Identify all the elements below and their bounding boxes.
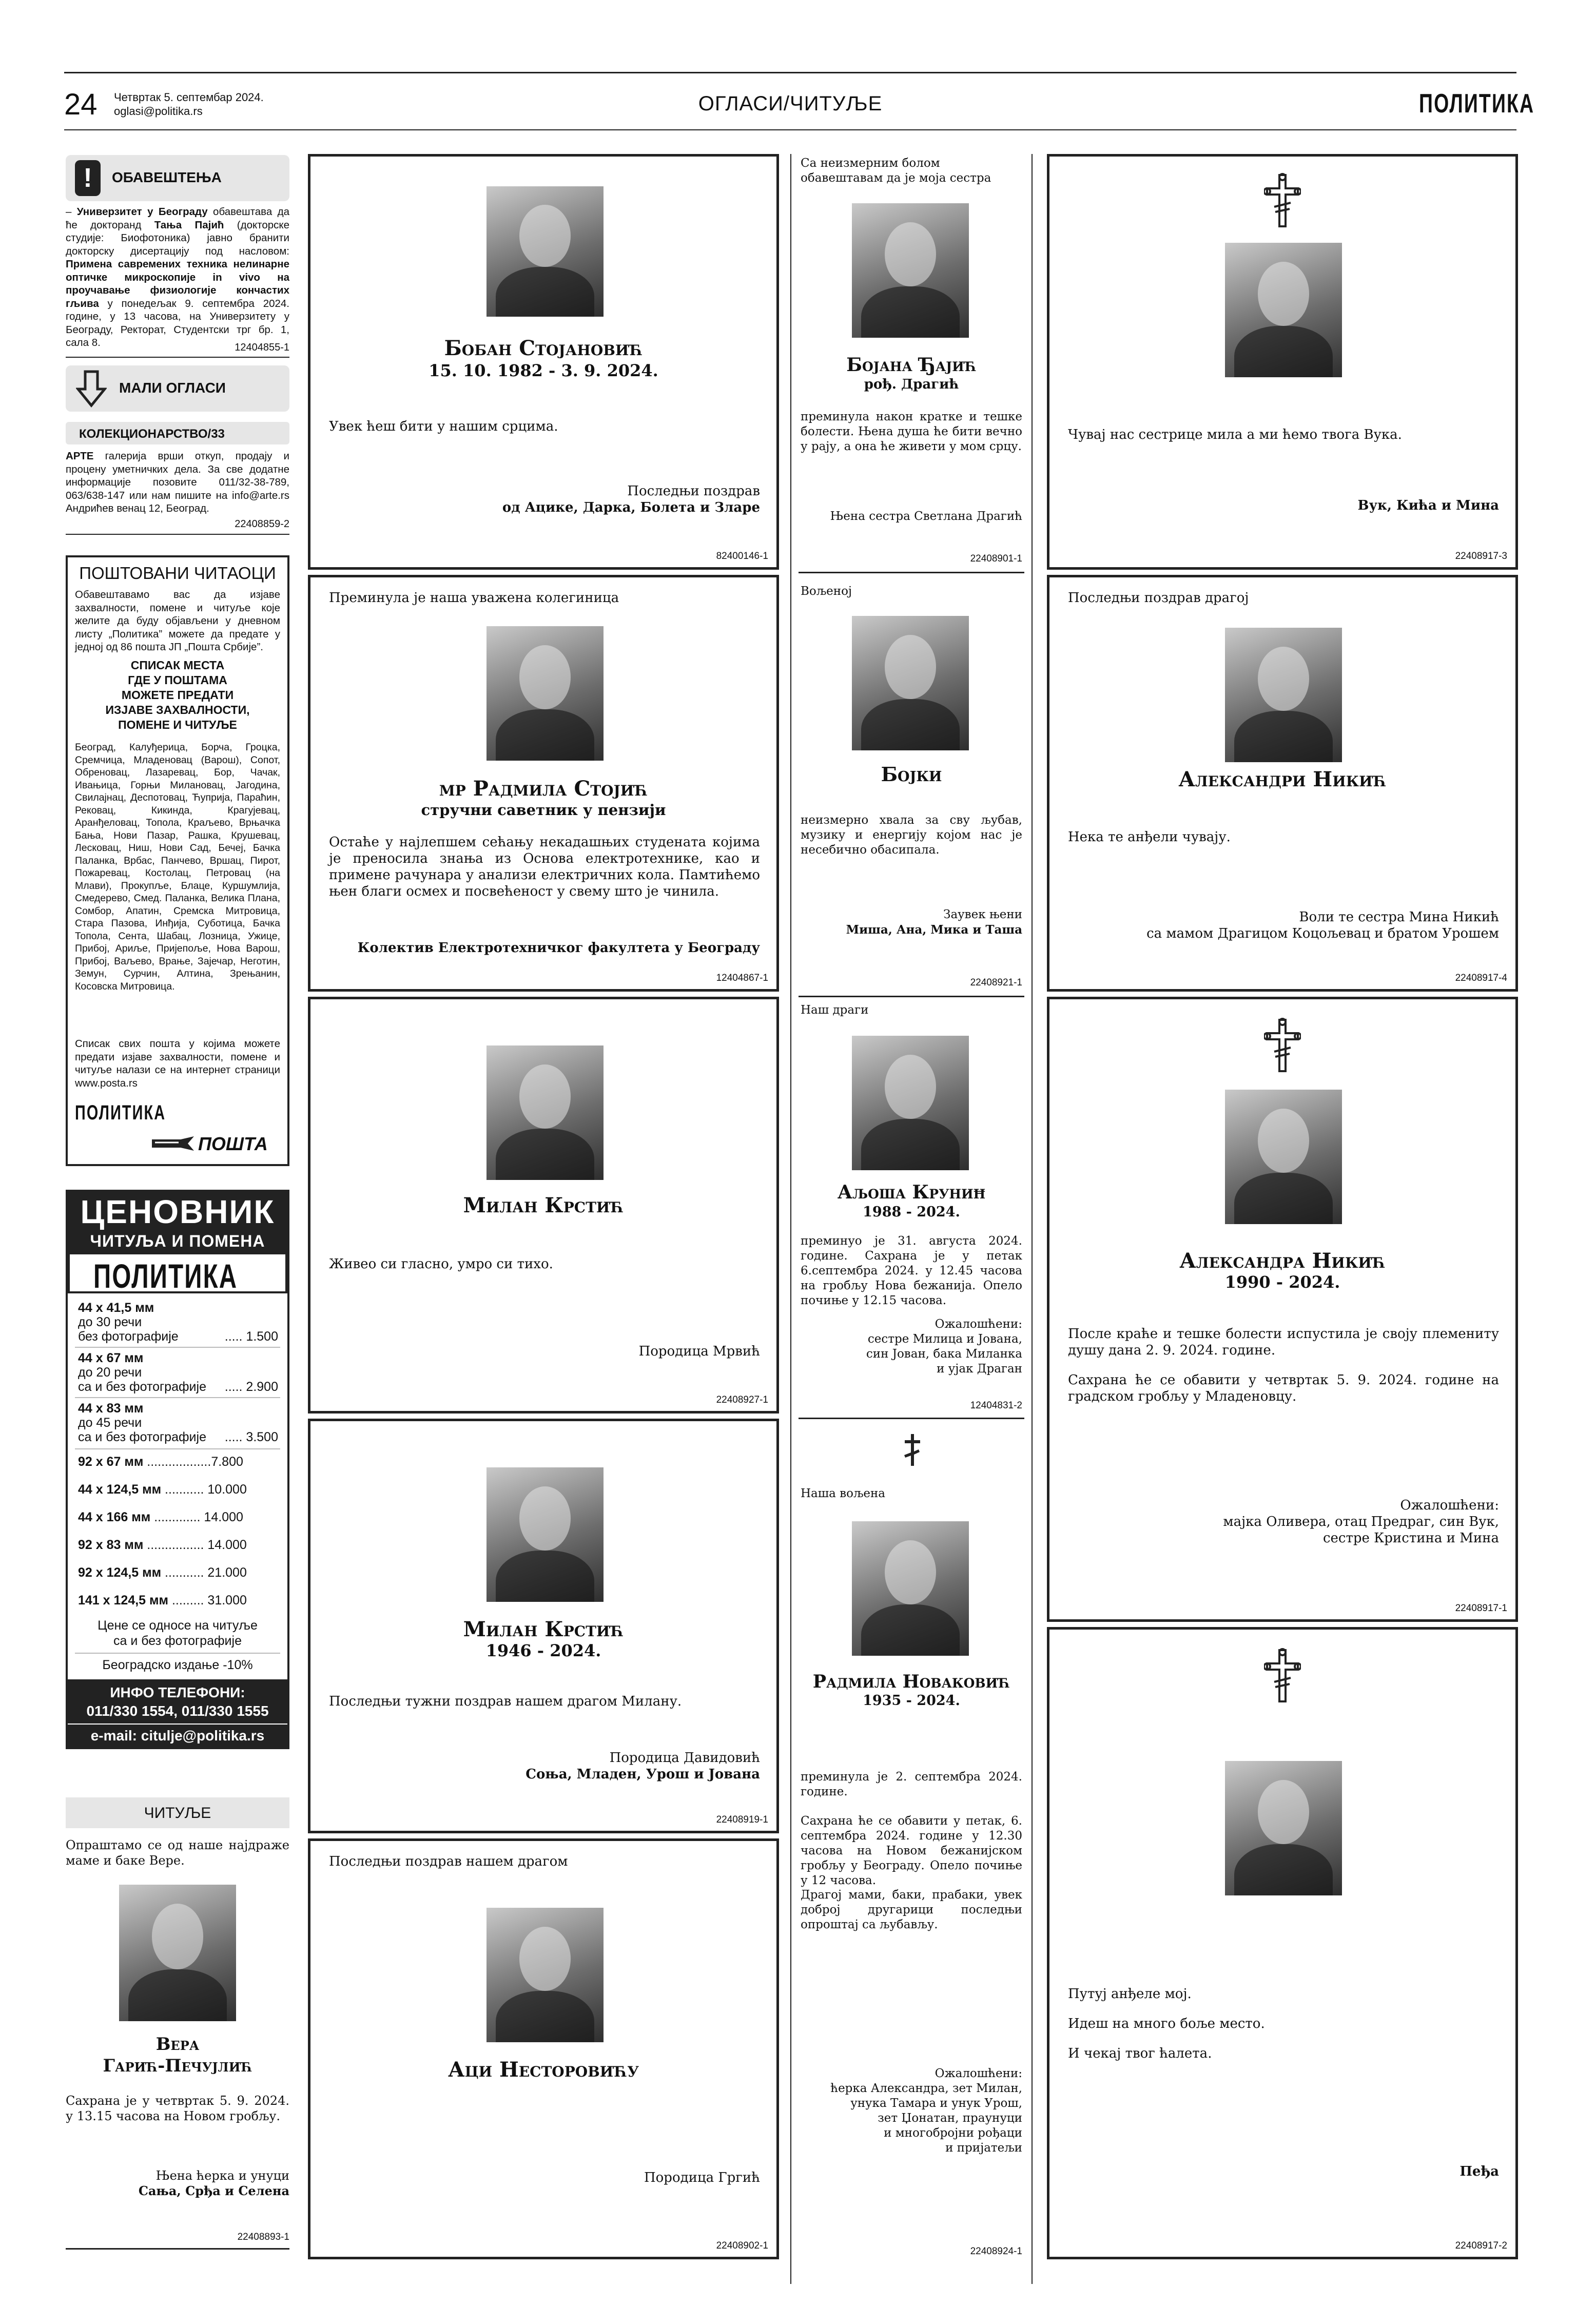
obituary-card xyxy=(308,154,779,570)
life-dates: 1946 - 2024. xyxy=(485,1641,601,1660)
divider xyxy=(66,534,289,535)
ad-code: 82400146-1 xyxy=(716,551,768,561)
cross-icon xyxy=(1264,1648,1301,1703)
life-dates: 1935 - 2024. xyxy=(863,1693,960,1709)
portrait-photo xyxy=(852,203,969,338)
ad-code: 22408901-1 xyxy=(970,553,1022,564)
vera-photo xyxy=(119,1885,236,2021)
post-logo: ПОШТА xyxy=(198,1133,268,1154)
masthead-logo: ПОЛИТИКА xyxy=(1419,89,1535,119)
deceased-name: Александри Никић xyxy=(1178,767,1387,791)
message: Увек ћеш бити у нашим срцима. xyxy=(329,419,558,434)
intro: Вољеној xyxy=(801,585,852,598)
message: Чувај нас сестрице мила а ми ћемо твога Вука. xyxy=(1068,427,1402,442)
exclamation-icon: ! xyxy=(75,160,101,196)
header-top-rule xyxy=(64,72,1516,73)
vera-text: Сахрана је у четвртак 5. 9. 2024. у 13.15 часова на Новом гробљу. xyxy=(66,2094,289,2123)
readers-more: Списак свих пошта у којима можете предати изјаве захвалности, помене и читуље налази се на интернет страници www.posta.rs xyxy=(75,1038,280,1089)
obituary-card xyxy=(308,997,779,1413)
ad-code: 22408924-1 xyxy=(970,2246,1022,2257)
life-dates: 15. 10. 1982 - 3. 9. 2024. xyxy=(429,361,658,380)
ad-code: 12404867-1 xyxy=(716,973,768,983)
notice-code: 12404855-1 xyxy=(235,342,289,353)
title: стручни саветник у пензији xyxy=(421,801,666,819)
obituary-card xyxy=(308,1838,779,2259)
message: Идеш на много боље место. xyxy=(1068,2016,1265,2031)
notices-title: ОБАВЕШТЕЊА xyxy=(112,169,222,185)
info-phones[interactable]: 011/330 1554, 011/330 1555 xyxy=(86,1703,269,1719)
ad-code: 22408917-3 xyxy=(1455,551,1507,561)
obituary-card xyxy=(308,1419,779,1833)
arte-ad: АРТЕ галерија врши откуп, продају и процену уметничких дела. За све додатне информације позовите 011/32-38-789, 063/638-147 или нам пишите на info@arte.rs Андрићев венац 12, Београд. xyxy=(66,450,289,514)
deceased-name: Бојана Ђајић xyxy=(846,354,977,376)
intro: Последњи поздрав нашем драгом xyxy=(329,1854,568,1869)
section-title: ОГЛАСИ/ЧИТУЉЕ xyxy=(698,92,883,115)
obituaries-tab: ЧИТУЉЕ xyxy=(66,1797,289,1828)
message: преминуо је 31. августа 2024. године. Сахрана је у петак 6.септембра 2024. у 12.45 часова на гробљу Нова бежанија. Опело почиње у 12.15 часова. xyxy=(801,1234,1022,1307)
price-list-subtitle: ЧИТУЉА И ПОМЕНА xyxy=(90,1232,265,1250)
portrait-photo xyxy=(1225,1090,1342,1224)
price-item: 92 x 67 мм ..................7.800 xyxy=(78,1455,243,1469)
notices-header xyxy=(66,155,289,201)
intro: Последњи поздрав драгој xyxy=(1068,590,1249,606)
portrait-photo xyxy=(1225,243,1342,377)
ad-code: 22408921-1 xyxy=(970,977,1022,988)
column-divider xyxy=(790,154,791,2284)
university-notice: – Универзитет у Београду обавештава да ће докторанд Тања Пајић (докторске студије: Биофотоника) јавно бранити докторску дисертацију под насловом: Примена савремених техника нелинарне оптичке микроскопије in vivo на проучавање физиологије кончастих гљива у понедељак 9. септембра 2024. године, у 13 часова, на Универзитету у Београду, Ректорат, Студентски трг бр. 1, сала 8. xyxy=(66,206,290,348)
signature: Заувек њени Миша, Ана, Мика и Таша xyxy=(846,908,1022,937)
readers-list-title: СПИСАК МЕСТА ГДЕ У ПОШТАМА МОЖЕТЕ ПРЕДАТИ ИЗЈАВЕ ЗАХВАЛНОСТИ, ПОМЕНЕ И ЧИТУЉЕ xyxy=(105,659,250,731)
obituary-card xyxy=(799,154,1024,570)
message: неизмерно хвала за сву љубав, музику и енергију којом нас је несебично обасипала. xyxy=(801,814,1022,857)
price-item: 44 x 124,5 мм ........... 10.000 xyxy=(78,1482,247,1497)
price-logo: ПОЛИТИКА xyxy=(93,1257,238,1295)
cross-icon xyxy=(1264,173,1301,228)
portrait-photo xyxy=(487,186,604,317)
message: Остаће у најлепшем сећању некадашњих студената којима је преносила знања из Основа електротехнике, као и примене рачунара у анализи електричних кола. Памтићемо њен благи осмех и посвећеност у свему што је чинила. xyxy=(329,835,760,899)
obituary-card xyxy=(799,1000,1024,1417)
belgrade-discount: Београдско издање -10% xyxy=(102,1658,253,1672)
price-item: 44 x 166 мм ............. 14.000 xyxy=(78,1510,243,1524)
vera-intro: Опраштамо се од наше најдраже маме и баке Вере. xyxy=(66,1838,289,1868)
message: Путуј анђеле мој. xyxy=(1068,1986,1192,2002)
message: Нека те анђели чувају. xyxy=(1068,829,1231,845)
portrait-photo xyxy=(852,1521,969,1656)
deceased-name: Бобан Стојановић xyxy=(444,336,643,360)
small-ads-title: МАЛИ ОГЛАСИ xyxy=(119,380,226,396)
price-note: Цене се односе на читуље са и без фотографије xyxy=(98,1618,258,1648)
deceased-name: мр Радмила Стојић xyxy=(439,777,648,801)
ad-code: 22408917-1 xyxy=(1455,1603,1507,1614)
message: После краће и тешке болести испустила је своју племениту душу дана 2. 9. 2024. године. xyxy=(1068,1326,1499,1358)
collectibles-header: КОЛЕКЦИОНАРСТВО/33 xyxy=(66,422,289,444)
signature: Пеђа xyxy=(1460,2164,1499,2179)
intro: Наш драги xyxy=(801,1003,869,1017)
signature: Колектив Електротехничког факултета у Београду xyxy=(357,940,760,956)
vera-signature: Њена ћерка и унуци Сања, Срђа и Селена xyxy=(138,2168,289,2198)
info-email[interactable]: e-mail: citulje@politika.rs xyxy=(90,1728,265,1744)
portrait-photo xyxy=(487,1045,604,1180)
ad-code: 22408927-1 xyxy=(716,1395,768,1405)
portrait-photo xyxy=(487,626,604,761)
readers-places: Београд, Калуђерица, Борча, Гроцка, Сремчица, Младеновац (Варош), Сопот, Обреновац, Лазаревац, Бор, Чачак, Ивањица, Горњи Милановац, Јагодина, Свилајнац, Деспотовац, Ћуприја, Параћин, Рековац, Кикинда, Крагујевац, Аранђеловац, Топола, Краљево, Врњачка Бања, Нови Пазар, Рашка, Крушевац, Лесковац, Ниш, Нови Сад, Бечеј, Бачка Паланка, Врбас, Панчево, Вршац, Пирот, Пожаревац, Костолац, Петровац (на Млави), Прокупље, Блаце, Куршумлија, Смедерево, Смед. Паланка, Велика Плана, Сомбор, Апатин, Сремска Митровица, Стара Пазова, Инђија, Суботица, Бачка Топола, Сента, Шабац, Лозница, Ужице, Прибој, Ариље, Пријепоље, Нова Варош, Прибој, Ваљево, Врање, Зајечар, Неготин, Земун, Сурчин, Алтина, Зрењанин, Косовска Митровица. xyxy=(75,742,280,992)
ad-code: 12404831-2 xyxy=(970,1400,1022,1411)
obituary-card xyxy=(308,575,779,992)
ad-code: 22408902-1 xyxy=(716,2240,768,2251)
header-bottom-rule xyxy=(64,129,1516,130)
price-item: 44 x 83 мм до 45 речи са и без фотографије ..... 3.500 xyxy=(78,1401,278,1444)
message: Сахрана ће се обавити у четвртак 5. 9. 2024. године на градском гробљу у Младеновцу. xyxy=(1068,1372,1499,1404)
message: Последњи тужни поздрав нашем драгом Милану. xyxy=(329,1694,682,1709)
deceased-name: Бојки xyxy=(881,763,942,786)
price-item: 92 x 83 мм ................ 14.000 xyxy=(78,1538,247,1552)
portrait-photo xyxy=(852,1036,969,1170)
price-item: 92 x 124,5 мм ........... 21.000 xyxy=(78,1565,247,1580)
readers-notice-box xyxy=(66,555,289,1166)
message: Живео си гласно, умро си тихо. xyxy=(329,1256,553,1272)
signature: Ожалошћени: сестре Милица и Јована, син Јован, бака Миланка и ујак Драган xyxy=(866,1318,1022,1376)
deceased-name: Милан Крстић xyxy=(463,1617,624,1641)
intro: Преминула је наша уважена колегиница xyxy=(329,590,619,606)
message: преминула након кратке и тешке болести. Њена душа ће бити вечно у рају, а она ће живети у мом срцу. xyxy=(801,410,1022,453)
signature: Ожалошћени: ћерка Александра, зет Милан, унука Тамара и унук Урош, зет Џонатан, праунуци и многобројни рођаци и пријатељи xyxy=(830,2067,1022,2155)
cross-icon xyxy=(1264,1018,1301,1073)
life-dates: 1988 - 2024. xyxy=(863,1204,960,1220)
deceased-name: Александра Никић xyxy=(1179,1249,1386,1273)
arte-code: 22408859-2 xyxy=(235,518,289,530)
deceased-name: Аљоша Круниħ xyxy=(837,1182,986,1203)
maiden-name: рођ. Драгић xyxy=(864,377,959,392)
signature: Воли те сестра Мина Никић са мамом Драгицом Коцољевац и братом Урошем xyxy=(1146,909,1499,941)
ad-code: 22408917-2 xyxy=(1455,2240,1507,2251)
portrait-photo xyxy=(1225,1761,1342,1895)
ad-code: 22408919-1 xyxy=(716,1814,768,1825)
price-item: 141 x 124,5 мм ......... 31.000 xyxy=(78,1593,247,1608)
message: преминула је 2. септембра 2024. године. xyxy=(801,1770,1022,1798)
message: Сахрана ће се обавити у петак, 6. септембра 2024. године у 12.30 часова на Новом бежанијском гробљу у Београду. Опело почиње у 12 часова. xyxy=(801,1814,1022,1887)
signature: Њена сестра Светлана Драгић xyxy=(830,510,1022,523)
signature: Вук, Кића и Мина xyxy=(1357,498,1499,513)
signature: Породица Давидовић Соња, Младен, Урош и Јована xyxy=(526,1750,760,1782)
obituary-card xyxy=(1047,575,1518,992)
post-horn-icon xyxy=(150,1134,196,1153)
portrait-photo xyxy=(852,616,969,750)
portrait-photo xyxy=(1225,628,1342,762)
message: Драгој мами, баки, прабаки, увек доброј другарици последњи опроштај са љубављу. xyxy=(801,1888,1022,1931)
arrow-down-icon xyxy=(76,370,107,408)
column-divider xyxy=(1032,154,1033,2284)
portrait-photo xyxy=(487,1467,604,1602)
obituary-card xyxy=(1047,1627,1518,2259)
deceased-name: Аци Несторовићу xyxy=(448,2058,639,2082)
message: И чекај твог ћалета. xyxy=(1068,2046,1212,2061)
obituary-card xyxy=(1047,154,1518,570)
readers-text: Обавештавамо вас да изјаве захвалности, помене и читуље које желите да буду објављени у дневном листу „Политика” можете да предате у једној од 86 пошта ЈП „Пошта Србије”. xyxy=(75,589,280,653)
price-item: 44 x 41,5 мм до 30 речи без фотографије ..... 1.500 xyxy=(78,1301,278,1344)
politika-logo: ПОЛИТИКА xyxy=(75,1101,166,1124)
price-list-box xyxy=(66,1190,289,1749)
divider xyxy=(66,357,289,358)
obituary-card xyxy=(1047,997,1518,1622)
deceased-name: Радмила Новаковић xyxy=(812,1671,1010,1692)
obituary-card xyxy=(799,577,1024,994)
info-phones-title: ИНФО ТЕЛЕФОНИ: xyxy=(110,1684,245,1700)
life-dates: 1990 - 2024. xyxy=(1224,1272,1340,1292)
issue-date: Четвртак 5. септембар 2024. xyxy=(114,91,264,104)
readers-title: ПОШТОВАНИ ЧИТАОЦИ xyxy=(79,564,276,583)
vera-name: Вера Гарић-Печујлић xyxy=(103,2034,252,2076)
signature: Последњи поздрав од Ацике, Дарка, Болета и Зларе xyxy=(502,483,760,515)
obituary-card xyxy=(799,1421,1024,2262)
intro: Са неизмерним болом обавештавам да је моја сестра xyxy=(801,157,991,185)
page-number: 24 xyxy=(64,88,98,121)
intro: Наша вољена xyxy=(801,1487,886,1500)
signature: Ожалошћени: мајка Оливера, отац Предраг, син Вук, сестре Кристина и Мина xyxy=(1223,1498,1499,1546)
deceased-name: Милан Крстић xyxy=(463,1193,624,1217)
cross-icon xyxy=(903,1434,922,1466)
signature: Породица Мрвић xyxy=(638,1344,760,1359)
portrait-photo xyxy=(487,1908,604,2042)
price-item: 44 x 67 мм до 20 речи са и без фотографије ..... 2.900 xyxy=(78,1351,278,1394)
small-ads-header xyxy=(66,365,289,412)
price-list-title: ЦЕНОВНИК xyxy=(80,1193,275,1230)
ad-code: 22408917-4 xyxy=(1455,973,1507,983)
vera-code: 22408893-1 xyxy=(237,2232,289,2242)
signature: Породица Гргић xyxy=(644,2170,760,2185)
ads-email[interactable]: oglasi@politika.rs xyxy=(114,105,203,118)
